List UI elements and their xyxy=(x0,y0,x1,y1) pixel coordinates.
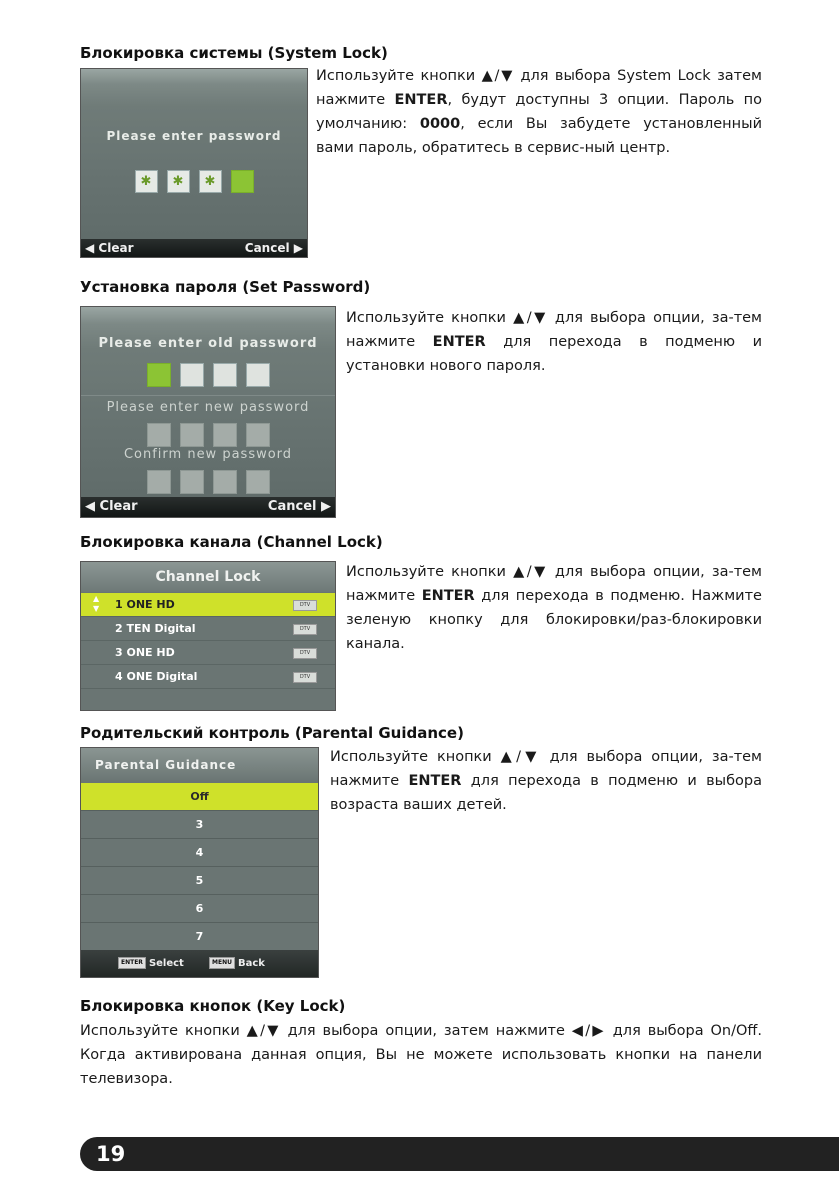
system-lock-screen xyxy=(80,68,308,258)
parental-guidance-title: Parental Guidance xyxy=(81,748,318,782)
select-hint[interactable]: ENTER Select xyxy=(118,950,184,977)
section-heading-key-lock: Блокировка кнопок (Key Lock) xyxy=(80,997,346,1015)
age-option[interactable]: 3 xyxy=(81,811,318,839)
dtv-badge: DTV xyxy=(293,672,317,683)
password-digit-box[interactable]: ✱ xyxy=(167,170,190,193)
section-heading-parental: Родительский контроль (Parental Guidance) xyxy=(80,724,464,742)
old-password-prompt: Please enter old password xyxy=(98,336,318,351)
page-footer-bar xyxy=(80,1137,839,1171)
clear-button[interactable]: ◀ Clear xyxy=(85,499,138,514)
age-option-selected[interactable]: Off xyxy=(81,783,318,811)
age-option[interactable]: 5 xyxy=(81,867,318,895)
password-digit-box[interactable]: ✱ xyxy=(199,170,222,193)
password-digit-box[interactable] xyxy=(246,423,270,447)
dtv-badge: DTV xyxy=(293,648,317,659)
password-digit-box-active[interactable] xyxy=(231,170,254,193)
password-digit-box[interactable]: ✱ xyxy=(135,170,158,193)
menu-key-icon: MENU xyxy=(209,957,235,969)
channel-row[interactable] xyxy=(81,641,335,665)
section-heading-system-lock: Блокировка системы (System Lock) xyxy=(80,44,388,62)
clear-button[interactable]: ◀ Clear xyxy=(85,241,134,255)
cancel-button[interactable]: Cancel ▶ xyxy=(244,241,303,255)
channel-row[interactable] xyxy=(81,665,335,689)
set-password-screen xyxy=(80,306,336,518)
age-option[interactable]: 6 xyxy=(81,895,318,923)
password-digit-box[interactable] xyxy=(213,470,237,494)
channel-lock-screen xyxy=(80,561,336,711)
channel-name: 4 ONE Digital xyxy=(115,670,198,683)
password-digit-box[interactable] xyxy=(213,363,237,387)
channel-row-selected[interactable] xyxy=(81,593,335,617)
cancel-button[interactable]: Cancel ▶ xyxy=(267,499,331,514)
password-prompt: Please enter password xyxy=(106,129,282,143)
up-down-arrows-icon: ▲ ▼ xyxy=(93,594,100,613)
channel-name: 3 ONE HD xyxy=(115,646,175,659)
password-digit-box[interactable] xyxy=(147,423,171,447)
parental-guidance-screen xyxy=(80,747,319,978)
password-digit-box[interactable] xyxy=(180,470,204,494)
old-password-boxes xyxy=(81,363,335,387)
dtv-badge: DTV xyxy=(293,624,317,635)
channel-row[interactable] xyxy=(81,617,335,641)
section-heading-set-password: Установка пароля (Set Password) xyxy=(80,278,371,296)
back-hint[interactable]: MENU Back xyxy=(209,950,265,977)
channel-name: 2 TEN Digital xyxy=(115,622,196,635)
password-digit-box[interactable] xyxy=(246,363,270,387)
section-heading-channel-lock: Блокировка канала (Channel Lock) xyxy=(80,533,383,551)
password-boxes xyxy=(81,170,307,193)
password-digit-box[interactable] xyxy=(147,470,171,494)
channel-lock-title: Channel Lock xyxy=(81,562,335,592)
enter-key-icon: ENTER xyxy=(118,957,146,969)
key-lock-text: Используйте кнопки ▲/▼ для выбора опции, затем нажмите ◀/▶ для выбора On/Off. Когда активирована данная опция, Вы не можете использовать кнопки на панели телевизора. xyxy=(80,1023,762,1087)
new-password-prompt: Please enter new password xyxy=(106,400,310,415)
dtv-badge: DTV xyxy=(293,600,317,611)
screen-footer xyxy=(81,497,335,517)
channel-lock-text: Используйте кнопки ▲/▼ для выбора опции, за-тем нажмите ENTER для перехода в подменю. Нажмите зеленую кнопку для блокировки/раз-блокировки канала. xyxy=(346,564,762,652)
screen-footer xyxy=(81,239,307,257)
system-lock-text: Используйте кнопки ▲/▼ для выбора System Lock затем нажмите ENTER, будут доступны 3 опции. Пароль по умолчанию: 0000, если Вы забудете установленный вами пароль, обратитесь в сервис-ный центр. xyxy=(316,68,763,156)
set-password-text: Используйте кнопки ▲/▼ для выбора опции, за-тем нажмите ENTER для перехода в подменю и установки нового пароля. xyxy=(346,310,762,374)
password-digit-box[interactable] xyxy=(246,470,270,494)
parental-footer xyxy=(81,950,318,977)
password-digit-box[interactable] xyxy=(180,363,204,387)
age-option[interactable]: 4 xyxy=(81,839,318,867)
parental-text: Используйте кнопки ▲/▼ для выбора опции, за-тем нажмите ENTER для перехода в подменю и выбора возраста ваших детей. xyxy=(330,749,762,813)
divider xyxy=(81,395,335,396)
password-digit-box-active[interactable] xyxy=(147,363,171,387)
new-password-boxes xyxy=(81,423,335,447)
channel-name: 1 ONE HD xyxy=(115,598,175,611)
confirm-password-prompt: Confirm new password xyxy=(123,447,293,462)
password-digit-box[interactable] xyxy=(180,423,204,447)
age-option[interactable]: 7 xyxy=(81,923,318,951)
confirm-password-boxes xyxy=(81,470,335,494)
password-digit-box[interactable] xyxy=(213,423,237,447)
page-number: 19 xyxy=(96,1142,126,1166)
